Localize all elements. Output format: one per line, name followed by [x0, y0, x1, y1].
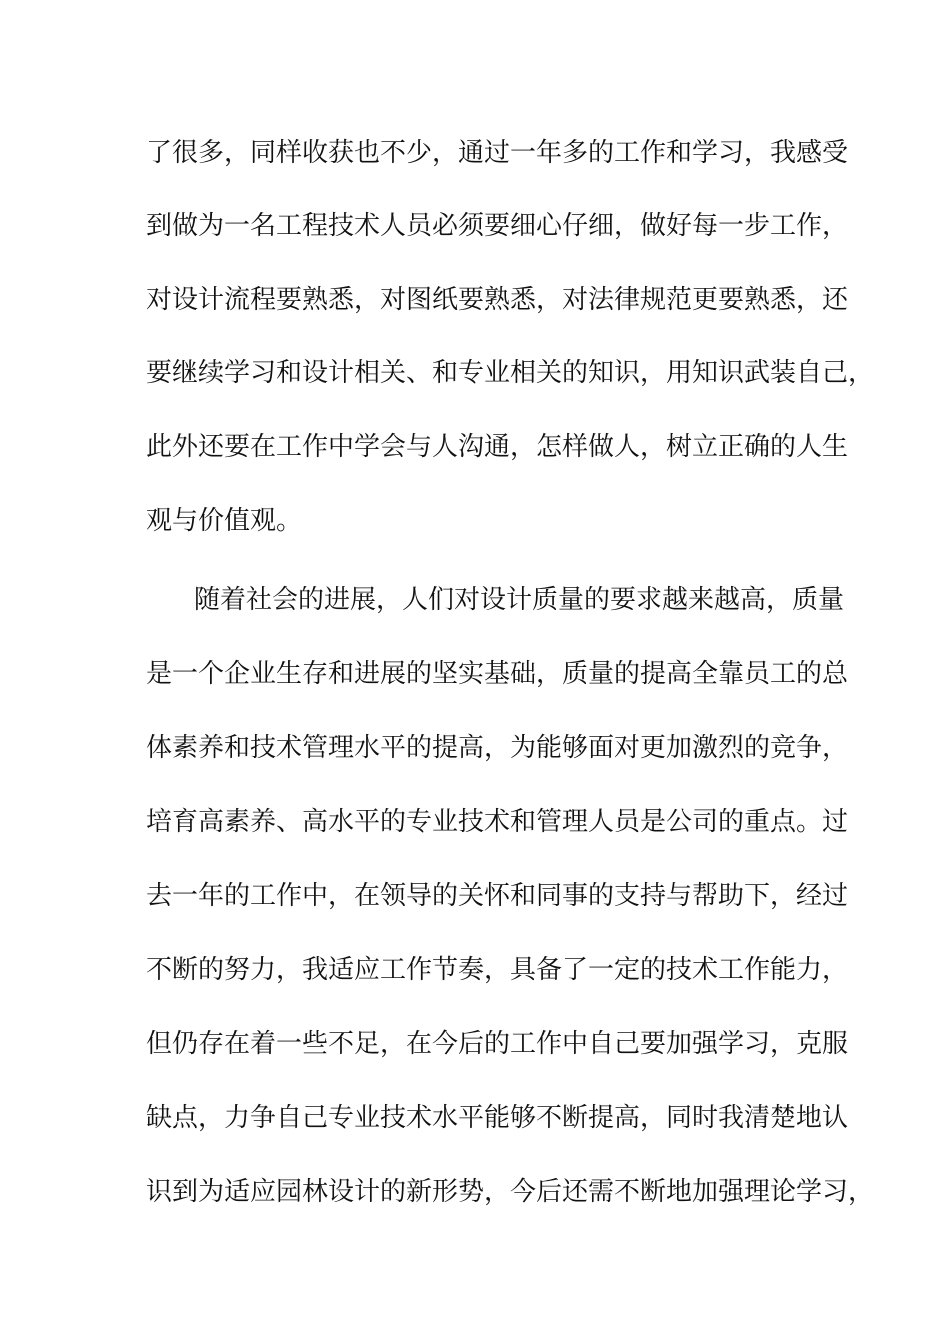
text-line-1: 了很多，同样收获也不少，通过一年多的工作和学习，我感受: [146, 138, 849, 168]
text-line-7-paragraph-start: 随着社会的进展，人们对设计质量的要求越来越高，质量: [194, 585, 845, 615]
text-line-5: 此外还要在工作中学会与人沟通，怎样做人，树立正确的人生: [146, 432, 849, 462]
text-line-14: 缺点，力争自己专业技术水平能够不断提高，同时我清楚地认: [146, 1103, 849, 1133]
text-line-4: 要继续学习和设计相关、和专业相关的知识，用知识武装自己，: [146, 358, 875, 388]
text-line-8: 是一个企业生存和进展的坚实基础，质量的提高全靠员工的总: [146, 659, 849, 689]
text-line-6: 观与价值观。: [146, 506, 303, 536]
text-line-12: 不断的努力，我适应工作节奏，具备了一定的技术工作能力，: [146, 955, 849, 985]
text-line-13: 但仍存在着一些不足，在今后的工作中自己要加强学习，克服: [146, 1029, 849, 1059]
text-line-10: 培育高素养、高水平的专业技术和管理人员是公司的重点。过: [146, 807, 849, 837]
text-line-15: 识到为适应园林设计的新形势，今后还需不断地加强理论学习，: [146, 1177, 875, 1207]
text-line-11: 去一年的工作中，在领导的关怀和同事的支持与帮助下，经过: [146, 881, 849, 911]
text-line-3: 对设计流程要熟悉，对图纸要熟悉，对法律规范更要熟悉，还: [146, 285, 849, 315]
text-line-2: 到做为一名工程技术人员必须要细心仔细，做好每一步工作，: [146, 211, 849, 241]
text-line-9: 体素养和技术管理水平的提高，为能够面对更加激烈的竞争，: [146, 733, 849, 763]
